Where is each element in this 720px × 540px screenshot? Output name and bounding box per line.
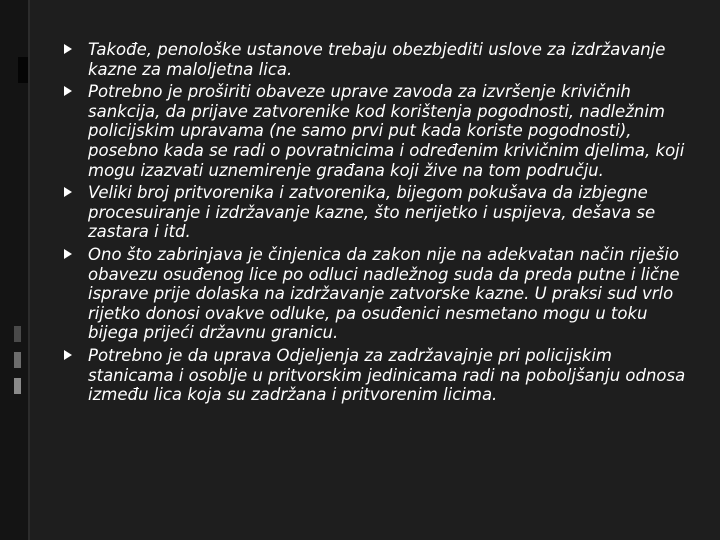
- triangle-bullet-icon: [64, 44, 72, 54]
- decorative-black-block: [18, 57, 28, 83]
- decorative-gray-block-2: [14, 352, 21, 368]
- triangle-bullet-icon: [64, 249, 72, 259]
- decorative-gray-block-3: [14, 378, 21, 394]
- bullet-text: Takođe, penološke ustanove trebaju obezbjediti uslove za izdržavanje kazne za maloljetna lica.: [88, 40, 666, 79]
- bullet-item: [60, 183, 690, 242]
- triangle-bullet-icon: [64, 86, 72, 96]
- bullet-list: [60, 40, 690, 405]
- triangle-bullet-icon: [64, 187, 72, 197]
- left-divider-line: [28, 0, 30, 540]
- slide-content: [60, 40, 690, 408]
- bullet-text: Potrebno je da uprava Odjeljenja za zadržavajnje pri policijskim stanicama i osoblje u pritvorskim jedinicama radi na poboljšanju odnosa između lica koja su zadržana i pritvorenim licima.: [88, 345, 686, 405]
- bullet-item: [60, 40, 690, 79]
- bullet-text: Ono što zabrinjava je činjenica da zakon nije na adekvatan način riješio obavezu osuđenog lice po odluci nadležnog suda da preda putne i lične isprave prije dolaska na izdržavanje zatvorske kazne. U praksi sud vrlo rijetko donosi ovakve odluke, pa osuđenici nesmetano mogu u toku bijega prijeći državnu granicu.: [88, 244, 680, 343]
- bullet-item: [60, 245, 690, 343]
- bullet-text: Veliki broj pritvorenika i zatvorenika, bijegom pokušava da izbjegne procesuiranje i izdržavanje kazne, što nerijetko i uspijeva, dešava se zastara i itd.: [88, 183, 656, 242]
- decorative-gray-block-1: [14, 326, 21, 342]
- bullet-item: [60, 346, 690, 405]
- bullet-item: [60, 82, 690, 180]
- triangle-bullet-icon: [64, 350, 72, 360]
- bullet-text: Potrebno je proširiti obaveze uprave zavoda za izvršenje krivičnih sankcija, da prijave zatvorenike kod korištenja pogodnosti, nadležnim policijskim upravama (ne samo prvi put kada koriste pogodnosti), posebno kada se radi o povratnicima i određenim krivičnim djelima, koji mogu izazvati uznemirenje građana koji žive na tom području.: [88, 82, 685, 180]
